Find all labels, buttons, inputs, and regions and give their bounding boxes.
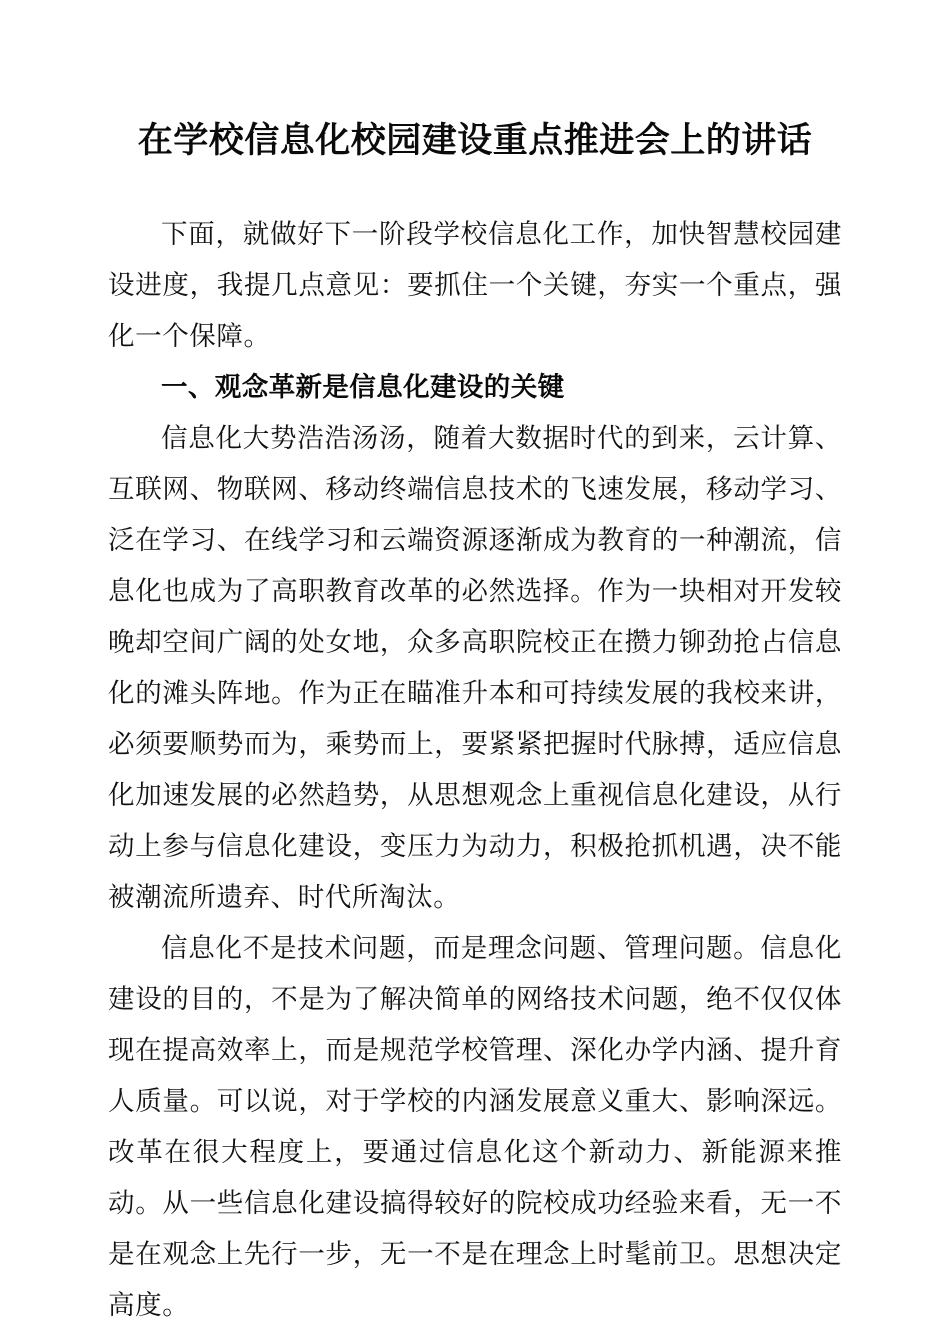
page-title: 在学校信息化校园建设重点推进会上的讲话 [137,121,813,161]
section-heading-one: 一、观念革新是信息化建设的关键 [161,372,565,404]
paragraph-body-1: 信息化大势浩浩汤汤，随着大数据时代的到来，云计算、互联网、物联网、移动终端信息技术的飞速发展，移动学习、泛在学习、在线学习和云端资源逐渐成为教育的一种潮流，信息化也成为了高职教育改革的必然选择。作为一块相对开发较晚却空间广阔的处女地，众多高职院校正在攒力铆劲抢占信息化的滩头阵地。作为正在瞄准升本和可持续发展的我校来讲，必须要顺势而为，乘势而上，要紧紧把握时代脉搏，适应信息化加速发展的必然趋势，从思想观念上重视信息化建设，从行动上参与信息化建设，变压力为动力，积极抢抓机遇，决不能被潮流所遗弃、时代所淘汰。 [108,423,842,914]
paragraph-intro: 下面，就做好下一阶段学校信息化工作，加快智慧校园建设进度，我提几点意见：要抓住一个关键，夯实一个重点，强化一个保障。 [108,219,842,353]
paragraph-body-2: 信息化不是技术问题，而是理念问题、管理问题。信息化建设的目的，不是为了解决简单的网络技术问题，绝不仅仅体现在提高效率上，而是规范学校管理、深化办学内涵、提升育人质量。可以说，对于学校的内涵发展意义重大、影响深远。改革在很大程度上，要通过信息化这个新动力、新能源来推动。从一些信息化建设搞得较好的院校成功经验来看，无一不是在观念上先行一步，无一不是在理念上时髦前卫。思想决定高度。 [108,933,842,1322]
